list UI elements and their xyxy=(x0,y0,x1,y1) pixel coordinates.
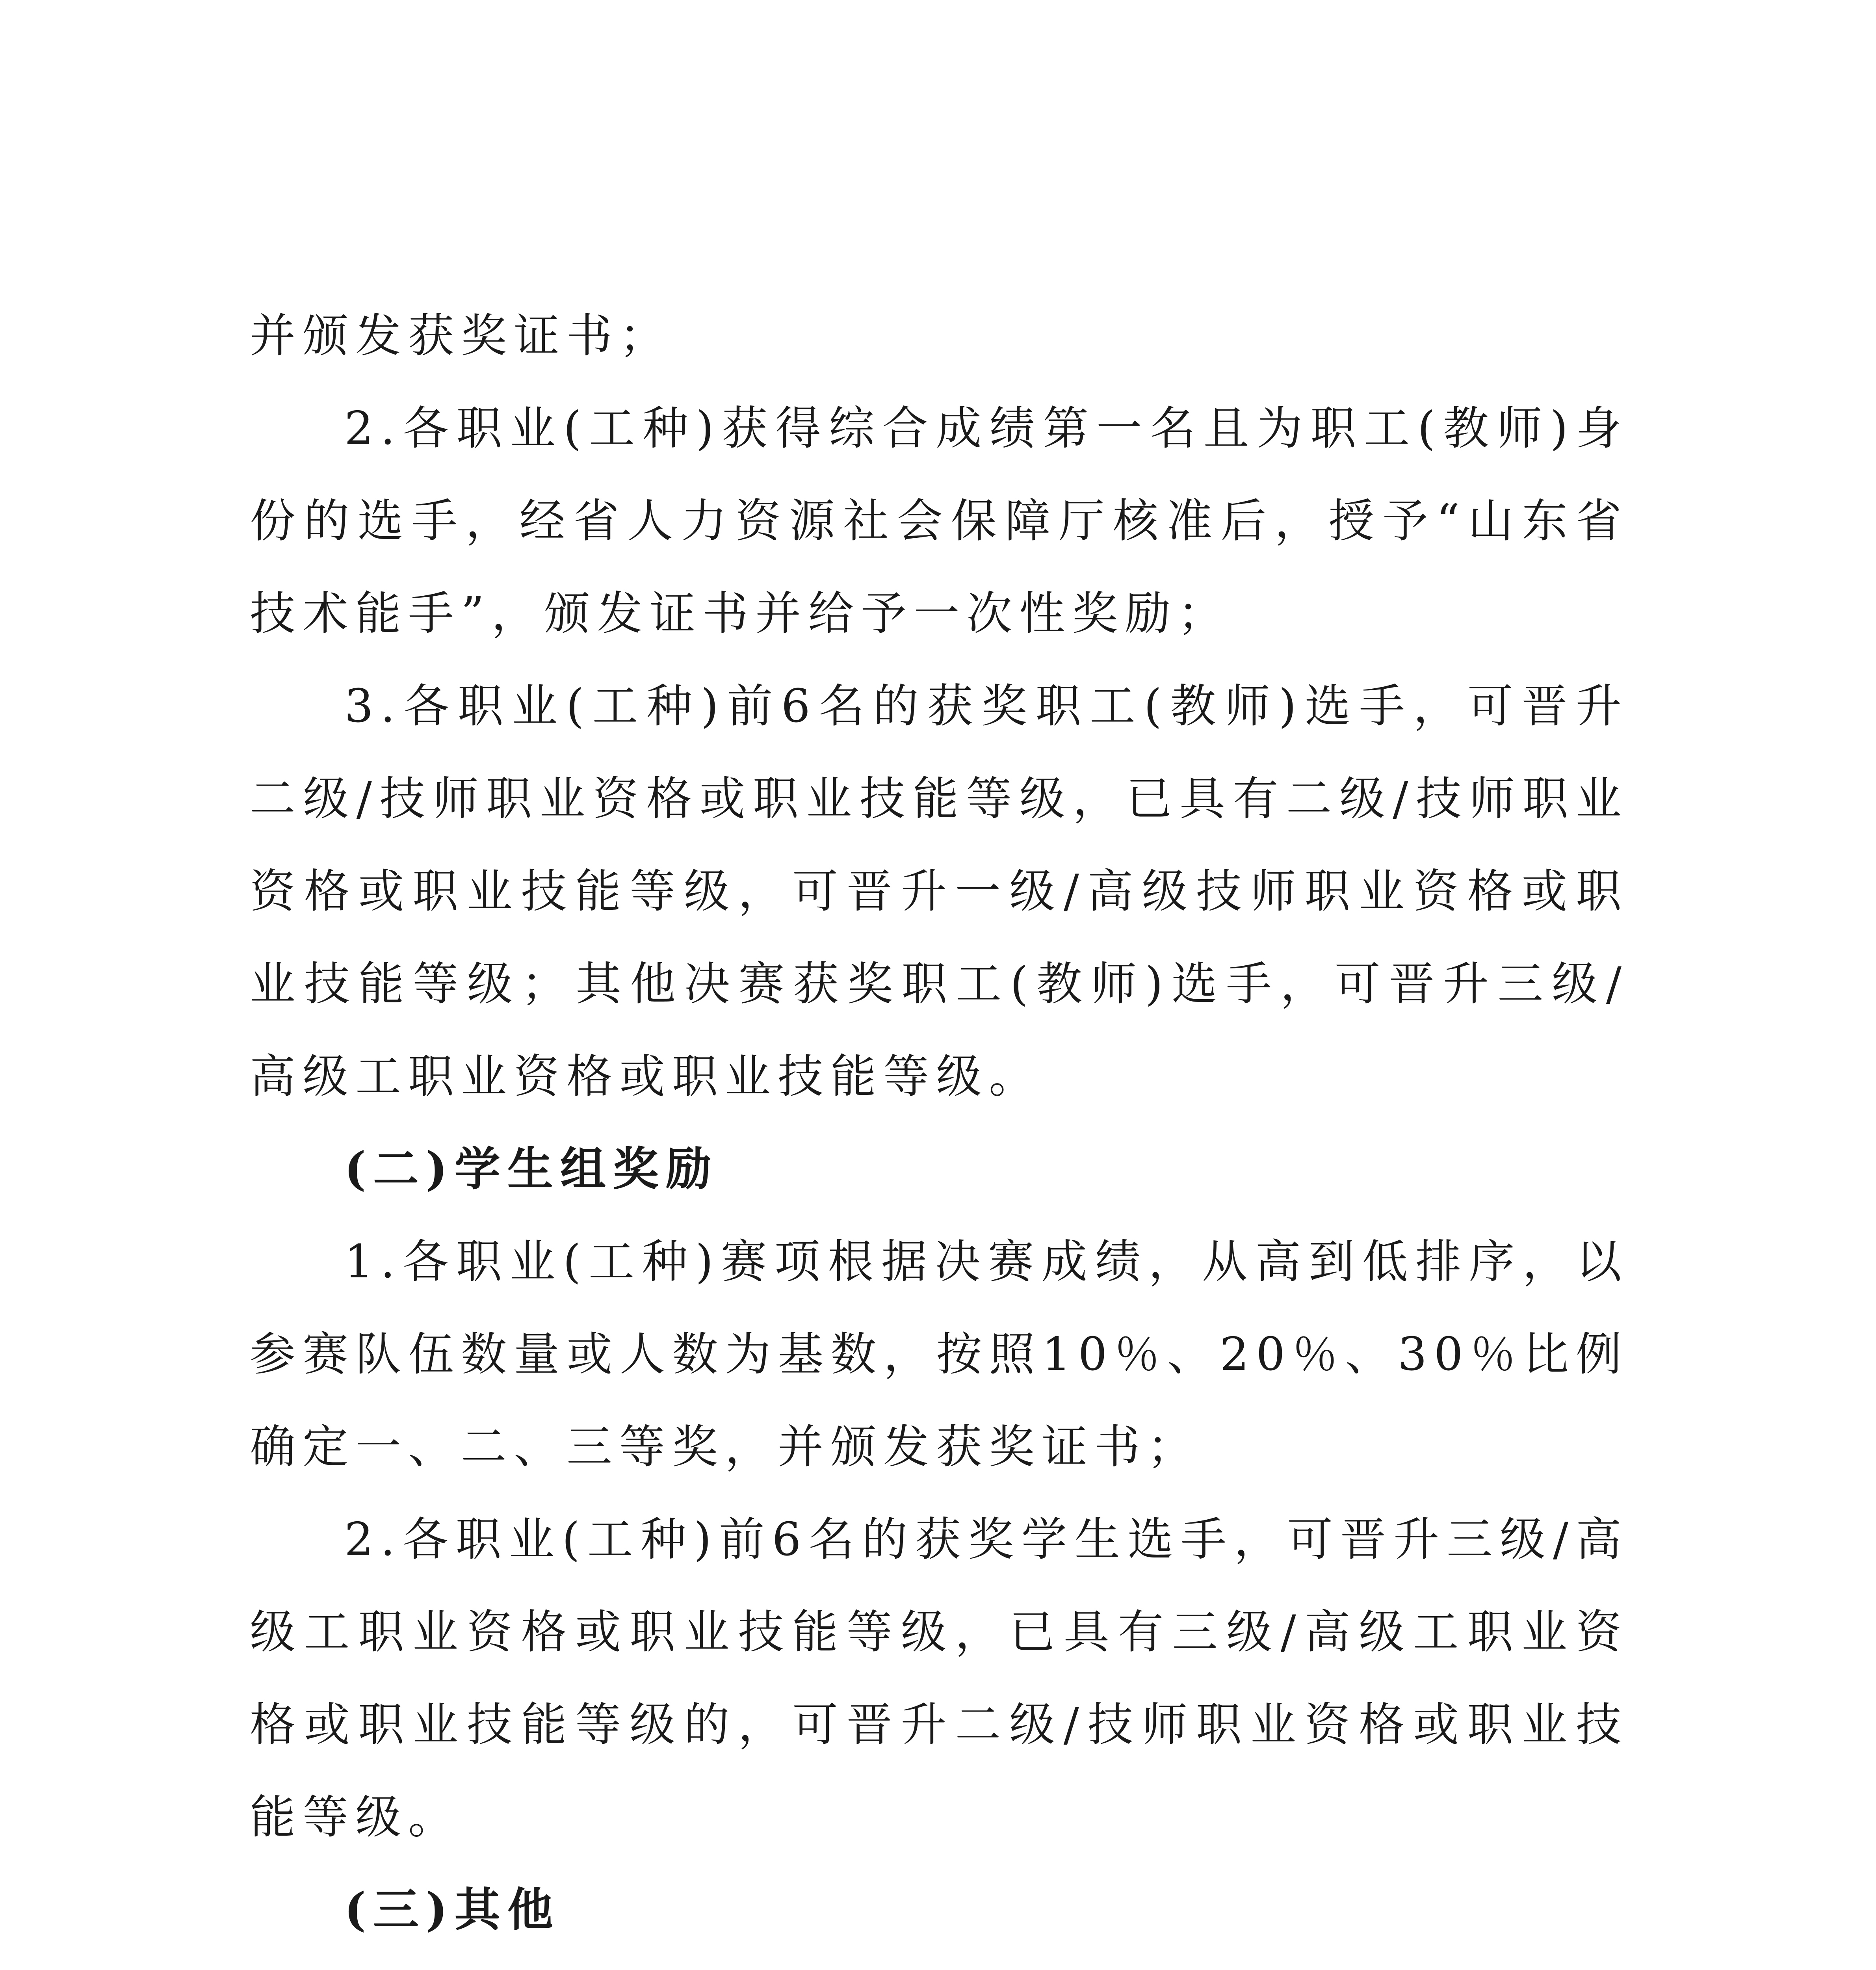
paragraph-student-award-ratio: 1.各职业(工种)赛项根据决赛成绩，从高到低排序，以参赛队伍数量或人数为基数，按照10％、20％、30％比例确定一、二、三等奖，并颁发获奖证书； xyxy=(250,1235,1629,1474)
paragraph-student-qualification-promotion: 2.各职业(工种)前6名的获奖学生选手，可晋升三级/高级工职业资格或职业技能等级，已具有三级/高级工职业资格或职业技能等级的，可晋升二级/技师职业资格或职业技能等级。 xyxy=(250,1513,1629,1844)
paragraph-award-certificate-continuation: 并颁发获奖证书； xyxy=(250,309,672,362)
document-body xyxy=(250,290,1629,1970)
paragraph-coach-certificate xyxy=(250,1956,1629,1970)
paragraph-technical-expert-title: 2.各职业(工种)获得综合成绩第一名且为职工(教师)身份的选手，经省人力资源社会保障厅核准后，授予“山东省技术能手”，颁发证书并给予一次性奖励； xyxy=(250,402,1629,640)
paragraph-staff-qualification-promotion: 3.各职业(工种)前6名的获奖职工(教师)选手，可晋升二级/技师职业资格或职业技能等级，已具有二级/技师职业资格或职业技能等级，可晋升一级/高级技师职业资格或职业技能等级；其他决赛获奖职工(教师)选手，可晋升三级/高级工职业资格或职业技能等级。 xyxy=(250,680,1629,1103)
section-heading-student-awards: (二)学生组奖励 xyxy=(344,1142,719,1196)
section-heading-other: (三)其他 xyxy=(344,1883,560,1937)
